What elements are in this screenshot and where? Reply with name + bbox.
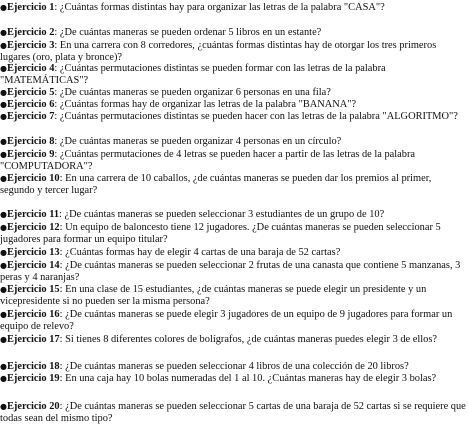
exercise-text: : En una clase de 15 estudiantes, ¿de cuántas maneras se puede elegir un presidente y un vicepresidente si no pueden ser la misma persona? [0,284,427,307]
exercise-item-9 [0,149,466,172]
exercise-item-3 [0,40,466,63]
exercise-label: Ejercicio 1 [7,2,55,13]
exercise-text: : ¿De cuántas maneras se pueden organizar 6 personas en una fila? [54,87,331,98]
bullet-icon: ● [0,210,7,219]
exercise-text: : En una carrera de 10 caballos, ¿de cuántas maneras se pueden dar los premios al primer, segundo y tercer lugar? [0,173,432,196]
exercise-text: : ¿Cuántas permutaciones distintas se pueden hacer con las letras de la palabra "ALGORITMO"? [54,111,458,122]
bullet-icon: ● [0,64,7,73]
exercise-label: Ejercicio 6 [7,99,55,110]
exercise-item-8 [0,136,466,148]
exercise-label: Ejercicio 15 [7,284,60,295]
exercise-text: : ¿De cuántas maneras se pueden seleccionar 2 frutas de una canasta que contiene 5 manzanas, 3 peras y 4 naranjas? [0,260,461,283]
exercise-label: Ejercicio 5 [7,87,55,98]
exercise-text: : ¿De cuántas maneras se pueden organizar 4 personas en un círculo? [54,136,342,147]
exercise-item-10 [0,173,466,196]
exercise-text: : ¿De cuántas maneras se pueden seleccionar 4 libros de una colección de 20 libros? [59,361,409,372]
exercise-text: : ¿De cuántas maneras se puede elegir 3 jugadores de un equipo de 9 jugadores para formar un equipo de relevo? [0,309,453,332]
bullet-icon: ● [0,402,7,411]
exercise-item-11 [0,209,466,221]
exercise-item-17 [0,334,466,346]
bullet-icon: ● [0,41,7,50]
exercise-label: Ejercicio 14 [7,260,60,271]
bullet-icon: ● [0,112,7,121]
bullet-icon: ● [0,285,7,294]
bullet-icon: ● [0,88,7,97]
exercise-item-5 [0,87,466,99]
exercise-label: Ejercicio 8 [7,136,55,147]
exercise-label: Ejercicio 7 [7,111,55,122]
exercise-label: Ejercicio 9 [7,149,55,160]
exercise-label: Ejercicio 18 [7,361,60,372]
bullet-icon: ● [0,137,7,146]
exercise-text: : En una caja hay 10 bolas numeradas del 1 al 10. ¿Cuántas maneras hay de elegir 3 bolas? [59,373,437,384]
exercise-label: Ejercicio 11 [7,209,60,220]
exercise-item-14 [0,260,466,283]
exercise-item-18 [0,361,466,373]
exercise-label: Ejercicio 16 [7,309,60,320]
exercise-label: Ejercicio 2 [7,27,55,38]
exercise-item-12 [0,222,466,245]
exercise-item-16 [0,309,466,332]
exercise-item-2 [0,27,466,39]
exercise-label: Ejercicio 10 [7,173,60,184]
exercise-text: : ¿De cuántas maneras se pueden seleccionar 5 cartas de una baraja de 52 cartas si se requiere que todas sean del mismo tipo? [0,401,466,424]
bullet-icon: ● [0,223,7,232]
bullet-icon: ● [0,374,7,383]
exercise-text: : ¿Cuántas formas hay de organizar las letras de la palabra "BANANA"? [54,99,357,110]
exercise-text: : ¿Cuántas formas hay de elegir 4 cartas de una baraja de 52 cartas? [59,247,341,258]
exercise-text: : Si tienes 8 diferentes colores de bolígrafos, ¿de cuántas maneras puedes elegir 3 de ellos? [59,334,438,345]
bullet-icon: ● [0,28,7,37]
exercise-item-20 [0,401,466,424]
exercise-text: : ¿De cuántas maneras se pueden seleccionar 3 estudiantes de un grupo de 10? [59,209,385,220]
exercise-text: : ¿Cuántas formas distintas hay para organizar las letras de la palabra "CASA"? [54,2,385,13]
exercise-text: : ¿Cuántas permutaciones de 4 letras se pueden hacer a partir de las letras de la palabra "COMPUTADORA"? [0,149,416,172]
bullet-icon: ● [0,335,7,344]
exercise-text: : ¿Cuántas permutaciones distintas se pueden formar con las letras de la palabra "MATEMÁTICAS"? [0,63,386,86]
exercise-label: Ejercicio 12 [7,222,60,233]
exercise-label: Ejercicio 17 [7,334,60,345]
bullet-icon: ● [0,310,7,319]
bullet-icon: ● [0,174,7,183]
bullet-icon: ● [0,362,7,371]
bullet-icon: ● [0,248,7,257]
exercise-label: Ejercicio 3 [7,40,55,51]
exercise-label: Ejercicio 13 [7,247,60,258]
exercise-text: : En una carrera con 8 corredores, ¿cuántas formas distintas hay de otorgar los tres primeros lugares (oro, plata y bronce)? [0,40,437,63]
exercise-label: Ejercicio 20 [7,401,60,412]
bullet-icon: ● [0,100,7,109]
bullet-icon: ● [0,3,7,12]
exercise-item-4 [0,63,466,86]
exercise-item-19 [0,373,466,385]
bullet-icon: ● [0,261,7,270]
exercise-item-1 [0,2,466,14]
exercise-label: Ejercicio 4 [7,63,55,74]
exercise-item-13 [0,247,466,259]
bullet-icon: ● [0,150,7,159]
exercise-item-15 [0,284,466,307]
exercise-label: Ejercicio 19 [7,373,60,384]
exercise-text: : ¿De cuántas maneras se pueden ordenar 5 libros en un estante? [54,27,322,38]
exercise-text: : Un equipo de baloncesto tiene 12 jugadores. ¿De cuántas maneras se pueden seleccionar 5 jugadores para formar un equipo titular? [0,222,441,245]
exercise-item-7 [0,111,466,123]
exercise-item-6 [0,99,466,111]
